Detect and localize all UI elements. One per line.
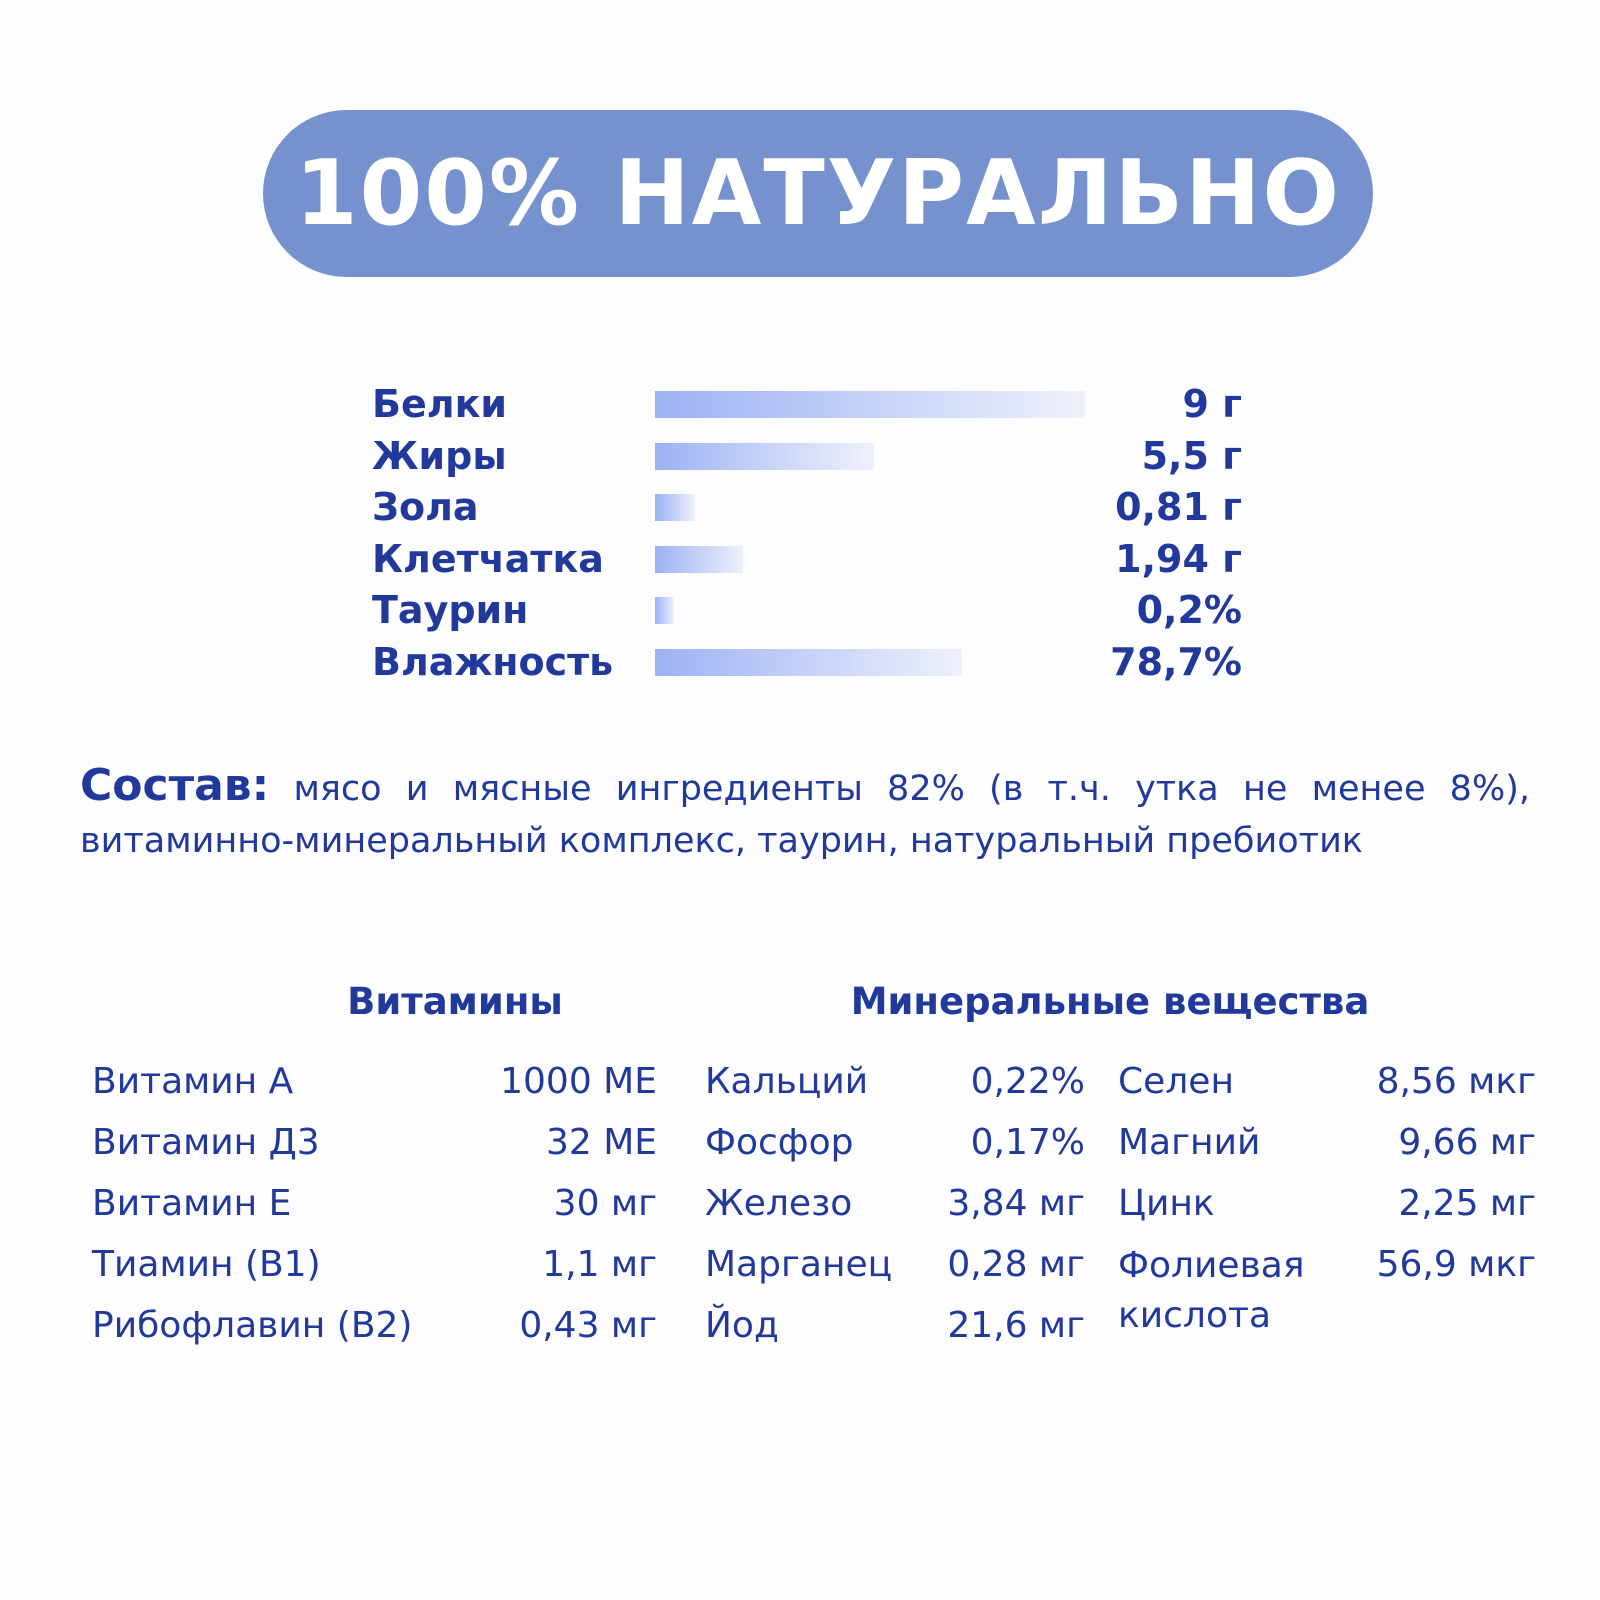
nutrient-bar-track <box>655 443 1085 470</box>
nutrient-amount: 9,66 мг <box>1398 1122 1536 1163</box>
table-row <box>705 1119 1085 1179</box>
nutrient-bar <box>655 597 674 624</box>
nutrient-amount: 0,28 мг <box>947 1244 1085 1285</box>
table-row <box>705 1302 1085 1362</box>
composition <box>80 760 1530 867</box>
nutrient-name: Фолиевая кислота <box>1118 1245 1305 1336</box>
table-row <box>92 1058 657 1118</box>
nutrient-value: 5,5 г <box>1141 434 1242 478</box>
nutrient-bar-track <box>655 494 1085 521</box>
nutrient-value: 78,7% <box>1110 640 1242 684</box>
nutrient-row <box>372 533 1242 585</box>
nutrient-bar-track <box>655 546 1085 573</box>
table-row <box>1118 1058 1536 1118</box>
nutrient-bar <box>655 443 874 470</box>
vitamins-table <box>92 1058 657 1378</box>
nutrient-name: Магний <box>1118 1122 1261 1163</box>
table-row <box>92 1119 657 1179</box>
table-row <box>92 1241 657 1301</box>
nutrient-amount: 1000 МЕ <box>500 1061 657 1102</box>
nutrient-amount: 21,6 мг <box>947 1305 1085 1346</box>
nutrient-name: Фосфор <box>705 1122 854 1163</box>
nutrient-name: Йод <box>705 1305 779 1346</box>
table-row <box>92 1180 657 1240</box>
nutrient-label: Таурин <box>372 588 529 632</box>
table-row <box>705 1180 1085 1240</box>
table-row <box>1118 1119 1536 1179</box>
nutrient-amount: 8,56 мкг <box>1376 1061 1536 1102</box>
nutrient-label: Зола <box>372 485 479 529</box>
nutrient-name: Витамин А <box>92 1061 294 1102</box>
nutrient-name: Витамин Е <box>92 1183 292 1224</box>
table-row <box>705 1058 1085 1118</box>
composition-label: Состав: <box>80 760 270 811</box>
nutrient-name: Тиамин (В1) <box>92 1244 321 1285</box>
minerals-table-2 <box>1118 1058 1536 1378</box>
nutrient-name: Марганец <box>705 1244 893 1285</box>
minerals-heading: Минеральные вещества <box>850 980 1370 1023</box>
nutrient-value: 1,94 г <box>1115 537 1242 581</box>
nutrient-name: Кальций <box>705 1061 869 1102</box>
nutrient-value: 0,2% <box>1136 588 1242 632</box>
nutrient-amount: 0,22% <box>970 1061 1085 1102</box>
nutrient-row <box>372 636 1242 688</box>
banner-title: 100% НАТУРАЛЬНО <box>295 141 1341 246</box>
composition-text: мясо и мясные ингредиенты 82% (в т.ч. утка не менее 8%), витаминно-минеральный комплекс, таурин, натуральный пребиотик <box>80 769 1530 861</box>
nutrient-amount: 0,43 мг <box>519 1305 657 1346</box>
nutrient-name: Железо <box>705 1183 853 1224</box>
nutrient-amount: 30 мг <box>553 1183 657 1224</box>
nutrient-row <box>372 430 1242 482</box>
nutrient-name: Цинк <box>1118 1183 1215 1224</box>
minerals-table-1 <box>705 1058 1085 1378</box>
nutrient-chart <box>0 0 1600 720</box>
nutrient-label: Клетчатка <box>372 537 604 581</box>
table-row <box>1118 1241 1536 1336</box>
nutrient-name: Рибофлавин (В2) <box>92 1305 413 1346</box>
nutrient-amount: 56,9 мкг <box>1376 1244 1536 1285</box>
nutrient-bar-track <box>655 391 1085 418</box>
nutrient-row <box>372 481 1242 533</box>
nutrient-bar-track <box>655 597 1085 624</box>
nutrient-row <box>372 378 1242 430</box>
table-row <box>92 1302 657 1362</box>
table-row <box>1118 1180 1536 1240</box>
nutrient-bar <box>655 546 743 573</box>
nutrient-bar <box>655 391 1085 418</box>
nutrient-value: 0,81 г <box>1115 485 1242 529</box>
nutrient-amount: 2,25 мг <box>1398 1183 1536 1224</box>
nutrient-value: 9 г <box>1182 382 1242 426</box>
nutrient-row <box>372 584 1242 636</box>
nutrient-amount: 32 МЕ <box>545 1122 657 1163</box>
nutrient-bar-track <box>655 649 1085 676</box>
nutrient-amount: 3,84 мг <box>947 1183 1085 1224</box>
nutrient-name: Витамин Д3 <box>92 1122 320 1163</box>
nutrient-amount: 1,1 мг <box>542 1244 657 1285</box>
table-row <box>705 1241 1085 1301</box>
vitamins-heading: Витамины <box>347 980 563 1023</box>
nutrient-bar <box>655 649 962 676</box>
nutrient-label: Влажность <box>372 640 614 684</box>
nutrient-bar <box>655 494 695 521</box>
nutrient-label: Жиры <box>372 434 507 478</box>
nutrient-name: Селен <box>1118 1061 1234 1102</box>
nutrient-amount: 0,17% <box>970 1122 1085 1163</box>
nutrient-label: Белки <box>372 382 507 426</box>
